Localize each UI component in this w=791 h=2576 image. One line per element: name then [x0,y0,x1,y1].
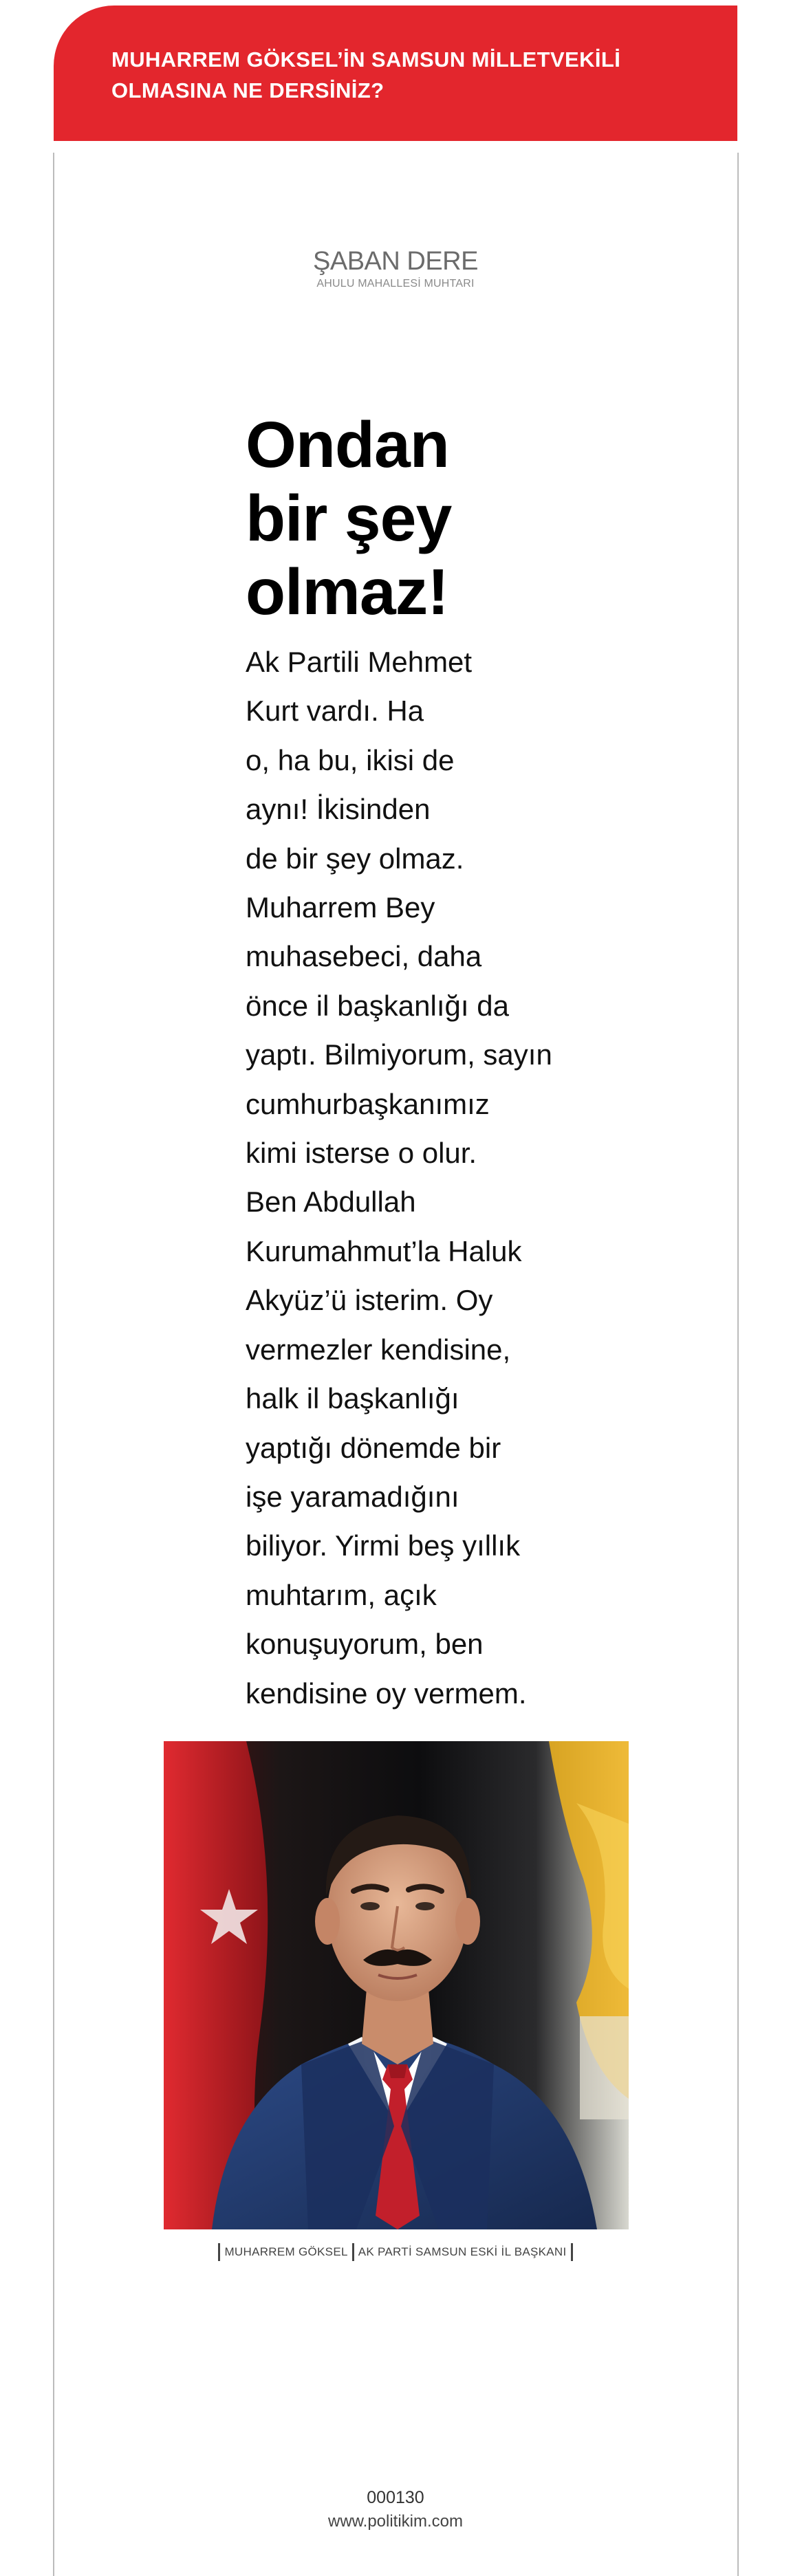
page-number: 000130 [367,2488,424,2507]
body-line: konuşuyorum, ben [246,1628,484,1661]
body-line: kimi isterse o olur. [246,1137,477,1170]
body-line: Ben Abdullah [246,1186,416,1219]
body-line: cumhurbaşkanımız [246,1087,490,1120]
banner-title-line-1: MUHARREM GÖKSEL’İN SAMSUN MİLLETVEKİLİ [111,47,621,72]
caption-divider [571,2243,573,2261]
body-line: vermezler kendisine, [246,1333,511,1366]
page-footer [0,2486,791,2534]
headline [246,408,562,629]
headline-line: bir şey [246,482,452,555]
body-line: işe yaramadığını [246,1480,459,1513]
caption-divider [218,2243,220,2261]
body-line: yaptı. Bilmiyorum, sayın [246,1038,552,1071]
headline-line: Ondan [246,408,449,481]
body-line: kendisine oy vermem. [246,1677,527,1710]
body-line: Kurumahmut’la Haluk [246,1234,522,1267]
right-frame-line [737,153,739,2576]
banner-title-line-2: OLMASINA NE DERSİNİZ? [111,78,384,102]
body-line: Akyüz’ü isterim. Oy [246,1284,493,1317]
body-line: Muharrem Bey [246,891,435,924]
body-line: o, ha bu, ikisi de [246,743,455,776]
body-line: de bir şey olmaz. [246,842,464,875]
body-line: muhtarım, açık [246,1578,437,1611]
author-role: AHULU MAHALLESİ MUHTARI [316,278,475,290]
caption-divider [352,2243,354,2261]
article-body [246,637,562,1718]
body-line: önce il başkanlığı da [246,989,509,1022]
body-line: aynı! İkisinden [246,793,431,826]
website-url: www.politikim.com [327,2512,464,2531]
portrait-photo [164,1741,629,2229]
body-line: Kurt vardı. Ha [246,695,424,728]
body-line: Ak Partili Mehmet [246,646,473,678]
caption-title: AK PARTİ SAMSUN ESKİ İL BAŞKANI [358,2245,567,2258]
title-banner [54,6,737,141]
photo-caption [0,2243,791,2261]
body-line: muhasebeci, daha [246,940,482,973]
body-line: yaptığı dönemde bir [246,1431,501,1464]
body-line: biliyor. Yirmi beş yıllık [246,1529,521,1562]
author-name: ŞABAN DERE [313,247,478,276]
banner-title [111,44,710,106]
caption-name: MUHARREM GÖKSEL [224,2245,348,2258]
headline-line: olmaz! [246,556,448,629]
body-line: halk il başkanlığı [246,1382,459,1415]
article [246,408,562,1718]
left-frame-line [53,153,54,2576]
author-block [0,246,791,290]
